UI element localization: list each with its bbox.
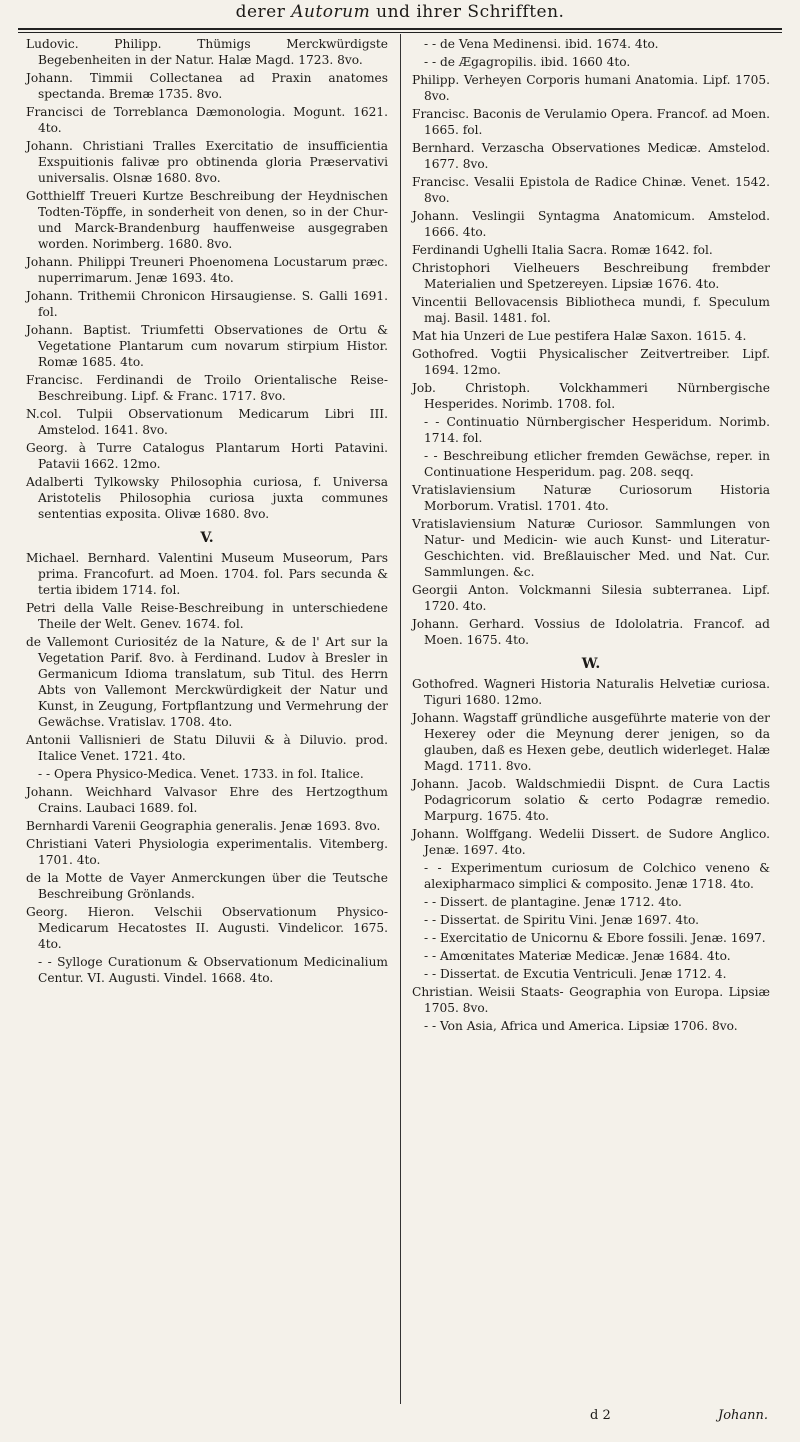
bibliography-entry: - - Experimentum curiosum de Colchico veneno & alexipharmaco simplici & composito. Jenæ 1718. 4to. (424, 861, 770, 891)
bibliography-entry: Georg. à Turre Catalogus Plantarum Horti Patavini. Patavii 1662. 12mo. (26, 441, 388, 471)
bibliography-entry: Johann. Gerhard. Vossius de Idololatria. Francof. ad Moen. 1675. 4to. (412, 617, 770, 647)
right-column (412, 36, 770, 1036)
bibliography-entry: Ferdinandi Ughelli Italia Sacra. Romæ 1642. fol. (412, 243, 713, 257)
bibliography-entry: Francisc. Ferdinandi de Troilo Orientalische Reise-Beschreibung. Lipf. & Franc. 1717. 8vo. (26, 373, 388, 403)
bibliography-entry: Bernhard. Verzascha Observationes Medicæ. Amstelod. 1677. 8vo. (412, 141, 770, 171)
bibliography-entry: Francisc. Vesalii Epistola de Radice Chinæ. Venet. 1542. 8vo. (412, 175, 770, 205)
header-rule-thin (18, 32, 782, 33)
bibliography-entry: - - de Vena Medinensi. ibid. 1674. 4to. (424, 37, 659, 51)
bibliography-entry: - - Dissert. de plantagine. Jenæ 1712. 4to. (424, 895, 682, 909)
bibliography-entry: Christophori Vielheuers Beschreibung frembder Materialien und Spetzereyen. Lipsiæ 1676. 4to. (412, 261, 770, 291)
bibliography-entry: Adalberti Tylkowsky Philosophia curiosa, f. Universa Aristotelis Philosophia curiosa juxta communes sententias exposita. Olivæ 1680. 8vo. (26, 475, 388, 521)
bibliography-entry: Johann. Timmii Collectanea ad Praxin anatomes spectanda. Bremæ 1735. 8vo. (26, 71, 388, 101)
bibliography-entry: Christiani Vateri Physiologia experimentalis. Vitemberg. 1701. 4to. (26, 837, 388, 867)
bibliography-entry: - - Dissertat. de Spiritu Vini. Jenæ 1697. 4to. (424, 913, 699, 927)
bibliography-entry: Petri della Valle Reise-Beschreibung in unterschiedene Theile der Welt. Genev. 1674. fol. (26, 601, 388, 631)
bibliography-entry: Johann. Wolffgang. Wedelii Dissert. de Sudore Anglico. Jenæ. 1697. 4to. (412, 827, 770, 857)
bibliography-entry: Gothofred. Wagneri Historia Naturalis Helvetiæ curiosa. Tiguri 1680. 12mo. (412, 677, 770, 707)
bibliography-entry: Philipp. Verheyen Corporis humani Anatomia. Lipf. 1705. 8vo. (412, 73, 770, 103)
bibliography-entry: Johann. Veslingii Syntagma Anatomicum. Amstelod. 1666. 4to. (412, 209, 770, 239)
section-letter: V. (200, 530, 214, 546)
bibliography-entry: - - Opera Physico-Medica. Venet. 1733. in fol. Italice. (38, 767, 364, 781)
bibliography-entry: - - Sylloge Curationum & Observationum Medicinalium Centur. VI. Augusti. Vindel. 1668. 4to. (38, 955, 388, 985)
header-word-2: Autorum (291, 2, 371, 22)
bibliography-entry: Johann. Trithemii Chronicon Hirsaugiense. S. Galli 1691. fol. (26, 289, 388, 319)
left-column (26, 36, 388, 988)
header-rule (18, 28, 782, 30)
bibliography-entry: Vincentii Bellovacensis Bibliotheca mundi, f. Speculum maj. Basil. 1481. fol. (412, 295, 770, 325)
signature-mark: d 2 (590, 1408, 611, 1423)
bibliography-entry: Vratislaviensium Naturæ Curiosor. Sammlungen von Natur- und Medicin- wie auch Kunst- und Literatur- Geschichten. vid. Breßlauischer Med. und Nat. Cur. Sammlungen. &c. (412, 517, 770, 579)
bibliography-entry: Job. Christoph. Volckhammeri Nürnbergische Hesperides. Norimb. 1708. fol. (412, 381, 770, 411)
bibliography-entry: - - Amœnitates Materiæ Medicæ. Jenæ 1684. 4to. (424, 949, 731, 963)
bibliography-entry: Johann. Christiani Tralles Exercitatio de insufficientia Exspuitionis falivæ pro obtinenda gloria Præservativi universalis. Olsnæ 1680. 8vo. (26, 139, 388, 185)
bibliography-entry: Georgii Anton. Volckmanni Silesia subterranea. Lipf. 1720. 4to. (412, 583, 770, 613)
bibliography-entry: - - Exercitatio de Unicornu & Ebore fossili. Jenæ. 1697. (424, 931, 766, 945)
bibliography-entry: de Vallemont Curiositéz de la Nature, & de l' Art sur la Vegetation Parif. 8vo. à Ferdinand. Ludov à Bresler in Germanicum Idioma translatum, sub Titul. des Herrn Abts von Vallemont Merckwürdigkeit der Natur und Kunst, in Zeugung, Fortpflantzung und Vermehrung der Gewächse. Vratislav. 1708. 4to. (26, 635, 388, 729)
bibliography-entry: Ludovic. Philipp. Thümigs Merckwürdigste Begebenheiten in der Natur. Halæ Magd. 1723. 8vo. (26, 37, 388, 67)
bibliography-entry: Antonii Vallisnieri de Statu Diluvii & à Diluvio. prod. Italice Venet. 1721. 4to. (26, 733, 388, 763)
bibliography-entry: - - Von Asia, Africa und America. Lipsiæ 1706. 8vo. (424, 1019, 738, 1033)
bibliography-entry: Gothofred. Vogtii Physicalischer Zeitvertreiber. Lipf. 1694. 12mo. (412, 347, 770, 377)
bibliography-entry: Georg. Hieron. Velschii Observationum Physico-Medicarum Hecatostes II. Augusti. Vindelicor. 1675. 4to. (26, 905, 388, 951)
header-word-1: derer (235, 2, 286, 22)
bibliography-entry: de la Motte de Vayer Anmerckungen über die Teutsche Beschreibung Grönlands. (26, 871, 388, 901)
bibliography-entry: N.col. Tulpii Observationum Medicarum Libri III. Amstelod. 1641. 8vo. (26, 407, 388, 437)
bibliography-entry: Francisci de Torreblanca Dæmonologia. Mogunt. 1621. 4to. (26, 105, 388, 135)
bibliography-entry: - - de Ægagropilis. ibid. 1660 4to. (424, 55, 631, 69)
bibliography-entry: Mat hia Unzeri de Lue pestifera Halæ Saxon. 1615. 4. (412, 329, 747, 343)
bibliography-entry: Johann. Philippi Treuneri Phoenomena Locustarum præc. nuperrimarum. Jenæ 1693. 4to. (26, 255, 388, 285)
bibliography-entry: Bernhardi Varenii Geographia generalis. Jenæ 1693. 8vo. (26, 819, 381, 833)
bibliography-entry: Francisc. Baconis de Verulamio Opera. Francof. ad Moen. 1665. fol. (412, 107, 770, 137)
bibliography-entry: Johann. Wagstaff gründliche ausgeführte materie von der Hexerey oder die Meynung derer jenigen, so da glauben, daß es Hexen gebe, deutlich widerleget. Halæ Magd. 1711. 8vo. (412, 711, 770, 773)
section-letter: W. (581, 656, 601, 672)
running-header (0, 2, 800, 22)
catchword: Johann. (718, 1408, 769, 1423)
bibliography-entry: Michael. Bernhard. Valentini Museum Museorum, Pars prima. Francofurt. ad Moen. 1704. fol. Pars secunda & tertia ibidem 1714. fol. (26, 551, 388, 597)
bibliography-entry: Gotthielff Treueri Kurtze Beschreibung der Heydnischen Todten-Töpffe, in sonderheit von denen, so in der Chur- und Marck-Brandenburg hauffenweise ausgegraben worden. Norimberg. 1680. 8vo. (26, 189, 388, 251)
bibliography-entry: - - Beschreibung etlicher fremden Gewächse, reper. in Continuatione Hesperidum. pag. 208. seqq. (424, 449, 770, 479)
header-word-3: und ihrer Schrifften. (376, 2, 565, 22)
bibliography-entry: Johann. Jacob. Waldschmiedii Dispnt. de Cura Lactis Podagricorum solatio & certo Podagræ remedio. Marpurg. 1675. 4to. (412, 777, 770, 823)
bibliography-entry: Johann. Weichhard Valvasor Ehre des Hertzogthum Crains. Laubaci 1689. fol. (26, 785, 388, 815)
bibliography-entry: - - Dissertat. de Excutia Ventriculi. Jenæ 1712. 4. (424, 967, 727, 981)
bibliography-entry: Johann. Baptist. Triumfetti Observationes de Ortu & Vegetatione Plantarum cum novarum stirpium Histor. Romæ 1685. 4to. (26, 323, 388, 369)
bibliography-entry: - - Continuatio Nürnbergischer Hesperidum. Norimb. 1714. fol. (424, 415, 770, 445)
bibliography-entry: Christian. Weisii Staats- Geographia von Europa. Lipsiæ 1705. 8vo. (412, 985, 770, 1015)
column-divider (400, 34, 401, 1404)
bibliography-entry: Vratislaviensium Naturæ Curiosorum Historia Morborum. Vratisl. 1701. 4to. (412, 483, 770, 513)
